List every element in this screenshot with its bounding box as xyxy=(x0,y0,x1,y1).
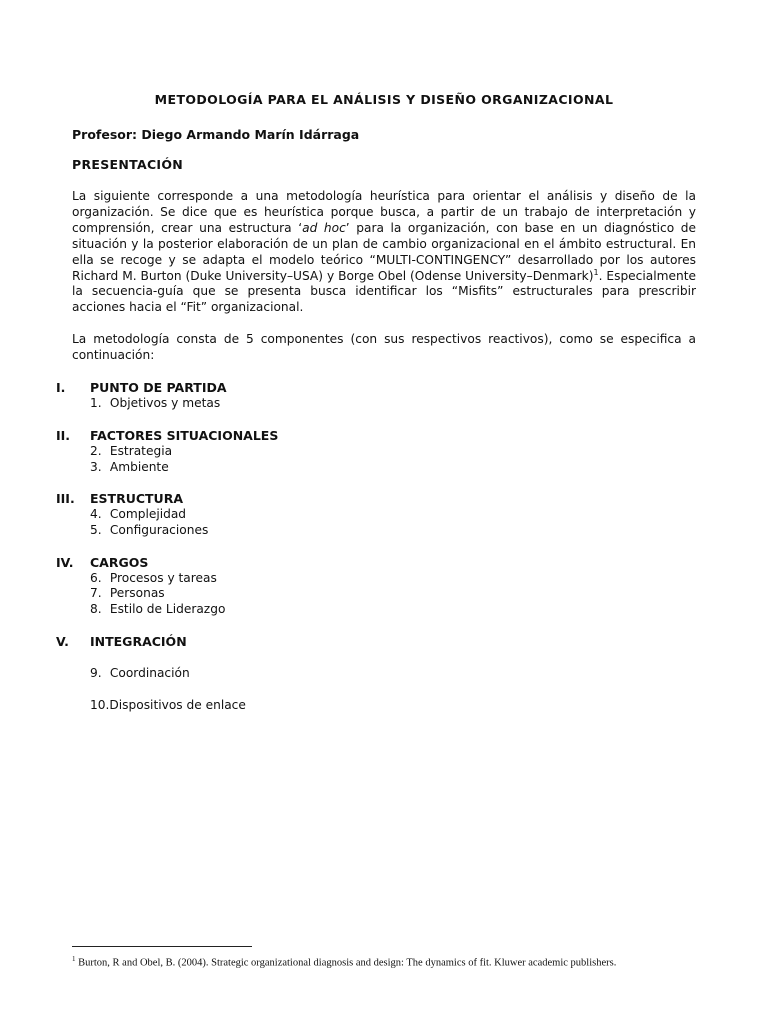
item-number: 1. xyxy=(90,396,102,410)
component-item xyxy=(90,586,165,600)
footnote-divider xyxy=(72,946,252,947)
component-title: FACTORES SITUACIONALES xyxy=(90,428,279,443)
component-title: ESTRUCTURA xyxy=(90,491,183,506)
item-label: Personas xyxy=(109,586,165,600)
item-label: Coordinación xyxy=(109,666,190,680)
presentation-heading: PRESENTACIÓN xyxy=(72,157,184,172)
paragraph-text: La siguiente corresponde a una metodología heurística para orientar el análisis y diseño de la organización. Se dice que es heurística porque busca, a partir de un trabajo de interpretación y comprensión, crear una estructura ‘ xyxy=(72,189,696,235)
item-label: Procesos y tareas xyxy=(109,571,217,585)
paragraph-text: ’ para la organización, con base en un diagnóstico de situación y la posterior elaboración de un plan de cambio organizacional en el ámbito estructural. En ella se recoge y se adapta el modelo teórico “MULTI-CONTINGENCY” desarrollado por los autores Richard M. Burton (Duke University–USA) y Borge Obel (Odense University–Denmark) xyxy=(72,220,697,283)
footnote-text: Burton, R and Obel, B. (2004). Strategic organizational diagnosis and design: The dynamics of fit. Kluwer academic publishers. xyxy=(78,957,617,969)
paragraph-text: . Especialmente la secuencia-guía que se presenta busca identificar los “Misfits” estructurales para prescribir acciones hacia el “Fit” organizacional. xyxy=(72,268,696,315)
component-numeral: III. xyxy=(56,491,75,506)
professor-line: Profesor: Diego Armando Marín Idárraga xyxy=(72,127,360,142)
item-label: Estilo de Liderazgo xyxy=(109,602,226,616)
item-number: 6. xyxy=(90,571,102,585)
paragraph-italic-text: ad hoc xyxy=(302,220,346,235)
component-numeral: II. xyxy=(56,428,71,443)
component-numeral: I. xyxy=(56,380,66,395)
component-numeral: IV. xyxy=(56,555,74,570)
component-title: CARGOS xyxy=(90,555,149,570)
component-item xyxy=(90,523,208,537)
component-item xyxy=(90,507,186,521)
component-item xyxy=(90,698,246,712)
footnote-marker: 1 xyxy=(72,955,76,963)
item-number: 9. xyxy=(90,666,102,680)
component-item xyxy=(90,444,172,458)
item-number: 5. xyxy=(90,523,102,537)
methodology-paragraph: La metodología consta de 5 componentes (con sus respectivos reactivos), como se especifica a continuación: xyxy=(72,332,696,362)
component-item xyxy=(90,666,190,680)
footnote xyxy=(72,955,712,969)
item-label: Complejidad xyxy=(109,507,187,521)
component-item xyxy=(90,571,217,585)
item-number: 3. xyxy=(90,460,102,474)
item-label: Estrategia xyxy=(109,444,173,458)
item-number: 10. xyxy=(90,698,110,712)
component-numeral: V. xyxy=(56,634,69,649)
item-number: 8. xyxy=(90,602,102,616)
item-number: 2. xyxy=(90,444,102,458)
component-item xyxy=(90,396,220,410)
item-label: Configuraciones xyxy=(109,523,209,537)
item-label: Dispositivos de enlace xyxy=(109,698,246,712)
component-item xyxy=(90,460,169,474)
component-title: PUNTO DE PARTIDA xyxy=(90,380,227,395)
item-number: 7. xyxy=(90,586,102,600)
component-item xyxy=(90,602,225,616)
presentation-paragraph xyxy=(72,189,696,316)
item-label: Ambiente xyxy=(109,460,169,474)
footnote-reference[interactable]: 1 xyxy=(593,267,599,277)
component-title: INTEGRACIÓN xyxy=(90,634,187,649)
item-label: Objetivos y metas xyxy=(109,396,221,410)
item-number: 4. xyxy=(90,507,102,521)
document-title: METODOLOGÍA PARA EL ANÁLISIS Y DISEÑO ORGANIZACIONAL xyxy=(154,92,614,107)
